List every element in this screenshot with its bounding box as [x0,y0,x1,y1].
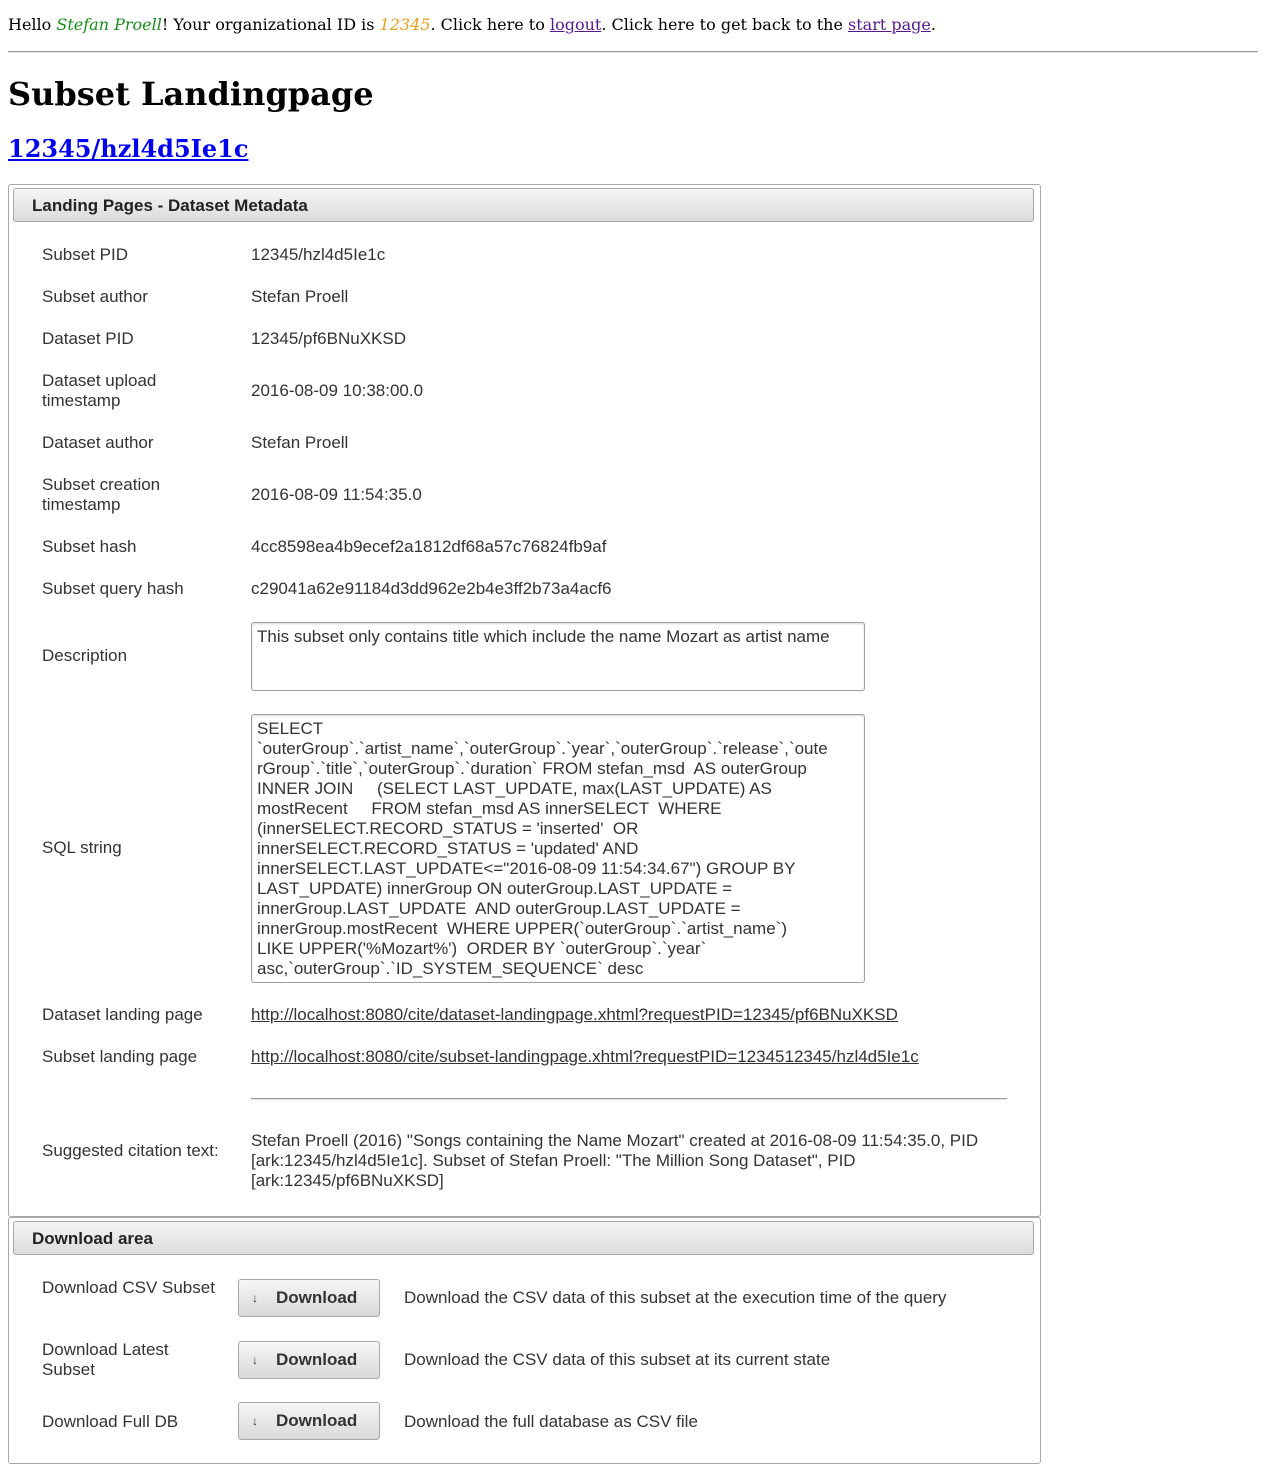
metadata-panel-title: Landing Pages - Dataset Metadata [32,196,308,215]
page-title: Subset Landingpage [8,75,374,113]
user-greeting-bar [8,14,936,36]
subset-query-hash-label: Subset query hash [42,579,184,598]
start-page-link[interactable]: start page [848,15,931,34]
logout-link[interactable]: logout [549,15,602,34]
top-divider [8,51,1258,53]
description-textarea[interactable]: This subset only contains title which include the name Mozart as artist name [251,622,865,691]
metadata-panel-header [13,188,1034,222]
download-latest-subset-description: Download the CSV data of this subset at its current state [404,1350,831,1369]
subset-query-hash-value: c29041a62e91184d3dd962e2b4e3ff2b73a4acf6 [251,579,612,598]
dataset-author-value: Stefan Proell [251,433,349,452]
download-csv-subset-description: Download the CSV data of this subset at the execution time of the query [404,1288,947,1307]
dataset-upload-timestamp-label: Dataset upload timestamp [42,371,157,410]
download-arrow-icon: ↓ [252,1353,258,1367]
greeting-text: Hello [8,15,57,34]
download-button-label: Download [276,1411,358,1430]
download-arrow-icon: ↓ [252,1291,258,1305]
sql-line: mostRecent FROM stefan_msd AS innerSELECT WHERE [257,799,722,818]
dataset-landing-page-link[interactable]: http://localhost:8080/cite/dataset-landingpage.xhtml?requestPID=12345/pf6BNuXKSD [251,1005,898,1024]
citation-divider [251,1098,1007,1100]
user-name: Stefan Proell [56,15,162,34]
suggested-citation-text: Stefan Proell (2016) "Songs containing the Name Mozart" created at 2016-08-09 11:54:35.0, PID [ark:12345/hzl4d5Ie1c]. Subset of Stefan Proell: "The Million Song Dataset", PID [ark:12345/pf6BNuXKSD] [251,1131,979,1190]
sql-line: rGroup`.`title`,`outerGroup`.`duration` FROM stefan_msd AS outerGroup [257,759,807,778]
sql-line: asc,`outerGroup`.`ID_SYSTEM_SEQUENCE` desc [257,959,644,978]
org-id: 12345 [379,15,431,34]
download-panel-header [13,1221,1034,1255]
subset-pid-value: 12345/hzl4d5Ie1c [251,245,386,264]
dataset-author-label: Dataset author [42,433,154,452]
start-page-prefix: . Click here to get back to the [601,15,849,34]
dataset-pid-label: Dataset PID [42,329,134,348]
subset-landing-page-value [251,1047,919,1067]
sql-line: innerSELECT.RECORD_STATUS = 'updated' AND [257,839,639,858]
description-label: Description [42,646,128,665]
sql-line: SELECT [257,719,324,738]
subset-author-label: Subset author [42,287,148,306]
subset-pid-heading [8,131,248,167]
sql-line: (innerSELECT.RECORD_STATUS = 'inserted' OR [257,819,639,838]
download-button-label: Download [276,1288,358,1307]
download-latest-subset-label: Download Latest Subset [42,1340,169,1379]
sql-line: LAST_UPDATE) innerGroup ON outerGroup.LAST_UPDATE = [257,879,733,898]
download-area-panel [8,1217,1041,1464]
greeting-end: . [930,15,936,34]
sql-line: LIKE UPPER('%Mozart%') ORDER BY `outerGroup`.`year` [257,939,707,958]
sql-string-textarea[interactable] [251,714,865,983]
subset-landing-page-link[interactable]: http://localhost:8080/cite/subset-landingpage.xhtml?requestPID=1234512345/hzl4d5Ie1c [251,1047,919,1066]
dataset-landing-page-value [251,1005,898,1025]
download-panel-title: Download area [32,1229,153,1248]
subset-creation-timestamp-label: Subset creation timestamp [42,475,161,514]
download-latest-subset-button[interactable] [238,1341,380,1379]
subset-hash-value: 4cc8598ea4b9ecef2a1812df68a57c76824fb9af [251,537,607,556]
sql-line: `outerGroup`.`artist_name`,`outerGroup`.`year`,`outerGroup`.`release`,`oute [257,739,828,758]
sql-line: INNER JOIN (SELECT LAST_UPDATE, max(LAST_UPDATE) AS [257,779,772,798]
suggested-citation-label: Suggested citation text: [42,1141,219,1160]
download-full-db-description: Download the full database as CSV file [404,1412,698,1431]
sql-line: innerGroup.LAST_UPDATE AND outerGroup.LAST_UPDATE = [257,899,741,918]
download-button-label: Download [276,1350,358,1369]
org-id-prefix: ! Your organizational ID is [161,15,380,34]
subset-hash-label: Subset hash [42,537,137,556]
subset-pid-label: Subset PID [42,245,128,264]
sql-line: innerSELECT.LAST_UPDATE<="2016-08-09 11:54:34.67") GROUP BY [257,859,796,878]
dataset-upload-timestamp-value: 2016-08-09 10:38:00.0 [251,381,424,400]
download-csv-subset-label: Download CSV Subset [42,1278,215,1297]
sql-line: innerGroup.mostRecent WHERE UPPER(`outerGroup`.`artist_name`) [257,919,787,938]
subset-creation-timestamp-value: 2016-08-09 11:54:35.0 [251,485,422,504]
subset-landing-page-label: Subset landing page [42,1047,198,1066]
subset-author-value: Stefan Proell [251,287,349,306]
dataset-pid-value: 12345/pf6BNuXKSD [251,329,406,348]
subset-pid-link[interactable]: 12345/hzl4d5Ie1c [8,134,249,163]
download-full-db-label: Download Full DB [42,1412,179,1431]
sql-string-label: SQL string [42,838,122,857]
logout-prefix: . Click here to [430,15,550,34]
download-arrow-icon: ↓ [252,1414,258,1428]
dataset-landing-page-label: Dataset landing page [42,1005,203,1024]
dataset-metadata-panel [8,184,1041,1217]
download-full-db-button[interactable] [238,1402,380,1440]
download-csv-subset-button[interactable] [238,1279,380,1317]
